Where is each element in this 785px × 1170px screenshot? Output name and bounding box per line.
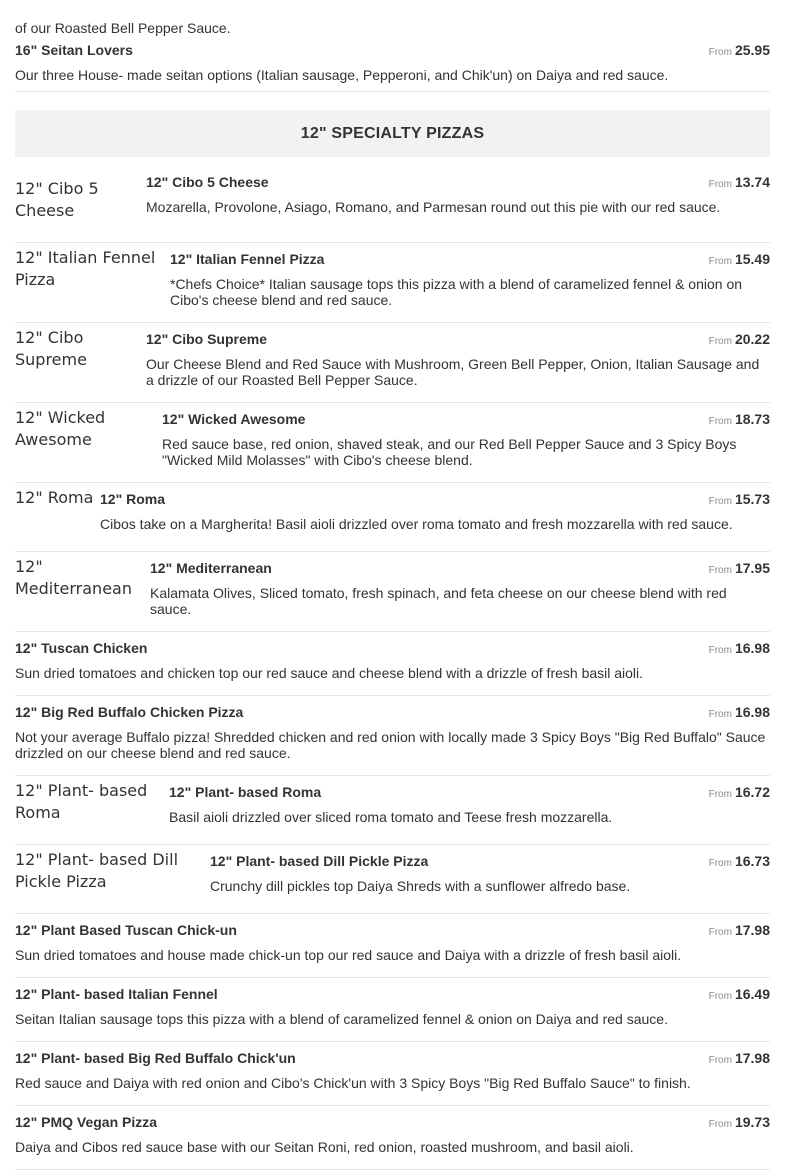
item-name[interactable]: 12" Mediterranean <box>150 560 272 576</box>
item-name[interactable]: 12" Tuscan Chicken <box>15 640 148 656</box>
item-description: Basil aioli drizzled over sliced roma tomato and Teese fresh mozzarella. <box>169 809 613 825</box>
item-price: From 19.73 <box>708 1114 770 1130</box>
menu-item[interactable] <box>15 696 770 776</box>
item-description: *Chefs Choice* Italian sausage tops this pizza with a blend of caramelized fennel & onion on Cibo's cheese blend and red sauce. <box>170 276 743 308</box>
item-image[interactable]: 12" Plant- based Roma <box>15 781 148 822</box>
item-name[interactable]: 12" PMQ Vegan Pizza <box>15 1114 158 1130</box>
item-name[interactable]: 12" Plant- based Big Red Buffalo Chick'un <box>15 1050 296 1066</box>
item-description: Sun dried tomatoes and house made chick-un top our red sauce and Daiya with a drizzle of fresh basil aioli. <box>15 947 682 963</box>
menu-item[interactable] <box>15 1042 770 1106</box>
item-description: Daiya and Cibos red sauce base with our Seitan Roni, red onion, roasted mushroom, and basil aioli. <box>15 1139 634 1155</box>
item-image[interactable]: 12" Mediterranean <box>15 557 132 598</box>
menu-item[interactable] <box>15 914 770 978</box>
item-description: Red sauce base, red onion, shaved steak, and our Red Bell Pepper Sauce and 3 Spicy Boys "Wicked Mild Molasses" with Cibo's cheese blend. <box>162 436 737 468</box>
item-price: From 18.73 <box>708 411 770 427</box>
item-description: Seitan Italian sausage tops this pizza with a blend of caramelized fennel & onion on Daiya and red sauce. <box>15 1011 668 1027</box>
item-name[interactable]: 12" Big Red Buffalo Chicken Pizza <box>15 704 244 720</box>
item-price: From 15.73 <box>708 491 770 507</box>
item-price: From 15.49 <box>708 251 770 267</box>
item-description: Our three House- made seitan options (Italian sausage, Pepperoni, and Chik'un) on Daiya and red sauce. <box>15 67 669 83</box>
item-name[interactable]: 12" Plant- based Dill Pickle Pizza <box>210 853 429 869</box>
menu-item[interactable] <box>15 483 770 552</box>
menu-item[interactable] <box>15 632 770 696</box>
menu-item[interactable] <box>15 978 770 1042</box>
item-description-fragment: of our Roasted Bell Pepper Sauce. <box>15 20 231 36</box>
menu-item[interactable] <box>15 28 770 92</box>
item-image[interactable]: 12" Roma <box>15 488 94 507</box>
item-list <box>15 174 770 1170</box>
item-description: Red sauce and Daiya with red onion and Cibo's Chick'un with 3 Spicy Boys "Big Red Buffalo Sauce" to finish. <box>15 1075 691 1091</box>
menu-item[interactable] <box>15 174 770 243</box>
item-image[interactable]: 12" Cibo Supreme <box>15 328 87 369</box>
item-name[interactable]: 12" Italian Fennel Pizza <box>170 251 325 267</box>
item-price: From 16.49 <box>708 986 770 1002</box>
item-name[interactable]: 12" Roma <box>100 491 165 507</box>
menu-item[interactable] <box>15 403 770 483</box>
menu-item[interactable] <box>15 552 770 632</box>
item-price: From 16.73 <box>708 853 770 869</box>
item-description: Kalamata Olives, Sliced tomato, fresh spinach, and feta cheese on our cheese blend with red sauce. <box>150 585 727 617</box>
menu-item[interactable] <box>15 776 770 845</box>
item-description: Crunchy dill pickles top Daiya Shreds with a sunflower alfredo base. <box>210 878 631 894</box>
menu-item[interactable] <box>15 243 770 323</box>
item-price: From 13.74 <box>708 174 770 190</box>
section-header: 12" SPECIALTY PIZZAS <box>15 110 770 157</box>
menu-item[interactable] <box>15 1106 770 1170</box>
item-price: From 20.22 <box>708 331 770 347</box>
item-description: Sun dried tomatoes and chicken top our red sauce and cheese blend with a drizzle of fresh basil aioli. <box>15 665 644 681</box>
item-price: From 16.98 <box>708 704 770 720</box>
item-name[interactable]: 12" Cibo Supreme <box>146 331 268 347</box>
item-price: From 17.98 <box>708 1050 770 1066</box>
item-image[interactable]: 12" Cibo 5 Cheese <box>15 179 99 220</box>
item-description: Cibos take on a Margherita! Basil aioli drizzled over roma tomato and fresh mozzarella with red sauce. <box>100 516 733 532</box>
item-name[interactable]: 12" Cibo 5 Cheese <box>146 174 269 190</box>
item-price: From 17.98 <box>708 922 770 938</box>
item-name[interactable]: 12" Plant Based Tuscan Chick-un <box>15 922 237 938</box>
menu-list <box>0 20 785 1170</box>
menu-item[interactable] <box>15 323 770 403</box>
item-image[interactable]: 12" Wicked Awesome <box>15 408 106 449</box>
menu-item[interactable] <box>15 845 770 914</box>
item-name[interactable]: 12" Wicked Awesome <box>162 411 306 427</box>
item-description: Mozarella, Provolone, Asiago, Romano, and Parmesan round out this pie with our red sauce. <box>146 199 721 215</box>
item-name[interactable]: 16" Seitan Lovers <box>15 42 133 58</box>
item-price: From 16.98 <box>708 640 770 656</box>
item-name[interactable]: 12" Plant- based Roma <box>169 784 322 800</box>
item-name[interactable]: 12" Plant- based Italian Fennel <box>15 986 218 1002</box>
item-description: Our Cheese Blend and Red Sauce with Mushroom, Green Bell Pepper, Onion, Italian Sausage and a drizzle of our Roasted Bell Pepper Sauce. <box>146 356 760 388</box>
item-image[interactable]: 12" Plant- based Dill Pickle Pizza <box>15 850 179 891</box>
item-image[interactable]: 12" Italian Fennel Pizza <box>15 248 156 289</box>
item-price: From 17.95 <box>708 560 770 576</box>
item-price: From 16.72 <box>708 784 770 800</box>
item-price: From 25.95 <box>708 42 770 58</box>
item-description: Not your average Buffalo pizza! Shredded chicken and red onion with locally made 3 Spicy Boys "Big Red Buffalo" Sauce drizzled on our cheese blend and red sauce. <box>15 729 766 761</box>
